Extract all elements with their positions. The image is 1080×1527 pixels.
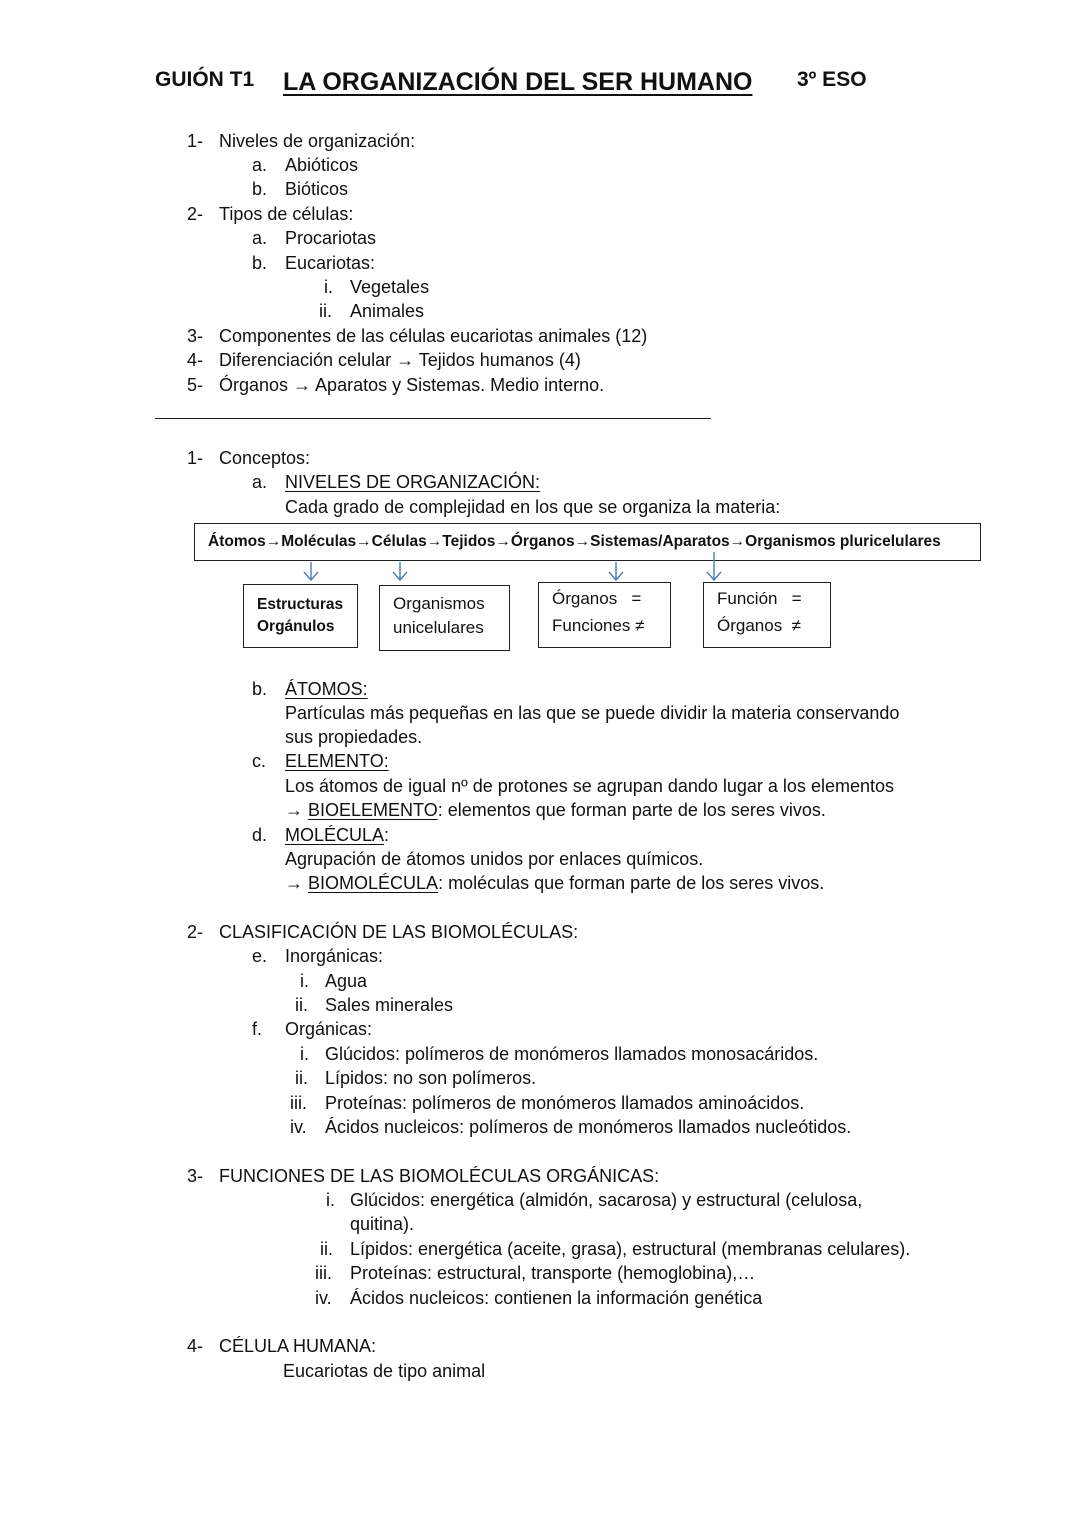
item-text — [285, 872, 824, 894]
item-letter: e. — [252, 946, 268, 966]
index-num: 4- — [187, 350, 204, 370]
item-heading: NIVELES DE ORGANIZACIÓN: — [285, 472, 541, 492]
item-roman: i. — [326, 1190, 335, 1210]
item-text: Sales minerales — [325, 995, 454, 1015]
index-num: b. — [252, 179, 268, 199]
diagram-box-function — [703, 582, 831, 648]
item-heading: ELEMENTO: — [285, 751, 389, 771]
index-item: Eucariotas: — [285, 253, 376, 273]
item-text: Agua — [325, 971, 368, 991]
item-heading: ÁTOMOS: — [285, 679, 368, 699]
index-num: i. — [324, 277, 333, 297]
index-num: 5- — [187, 375, 204, 395]
box-line: Función = — [717, 589, 802, 608]
item-text: Lípidos: no son polímeros. — [325, 1068, 537, 1088]
item-letter: c. — [252, 751, 267, 771]
item-text: Ácidos nucleicos: contienen la información genética — [350, 1288, 763, 1308]
item-text: Glúcidos: energética (almidón, sacarosa) y estructural (celulosa, — [350, 1190, 863, 1210]
index-item: Tipos de células: — [219, 204, 354, 224]
item-roman: i. — [300, 971, 309, 991]
term-definition: : moléculas que forman parte de los seres vivos. — [438, 873, 825, 893]
box-line: Órganos ≠ — [717, 616, 801, 635]
index-num: b. — [252, 253, 268, 273]
item-text: Partículas más pequeñas en las que se puede dividir la materia conservando — [285, 703, 900, 723]
index-num: ii. — [319, 301, 332, 321]
box-line: Orgánulos — [257, 618, 335, 635]
item-text: Proteínas: estructural, transporte (hemoglobina),… — [350, 1263, 756, 1283]
item-text: Orgánicas: — [285, 1019, 373, 1039]
doc-course: 3º ESO — [797, 68, 867, 91]
index-num: 2- — [187, 204, 204, 224]
item-letter: b. — [252, 679, 268, 699]
item-letter: a. — [252, 472, 268, 492]
item-text: Proteínas: polímeros de monómeros llamados aminoácidos. — [325, 1093, 805, 1113]
index-item: Abióticos — [285, 155, 359, 175]
down-arrow-icon — [707, 552, 721, 580]
item-text: Inorgánicas: — [285, 946, 384, 966]
item-text: sus propiedades. — [285, 727, 423, 747]
item-text — [285, 799, 826, 821]
arrow-icon: → — [285, 800, 303, 820]
diagram-box-structures — [243, 584, 358, 648]
box-line: Organismos — [393, 594, 485, 613]
section-title: FUNCIONES DE LAS BIOMOLÉCULAS ORGÁNICAS: — [219, 1166, 660, 1186]
item-heading-line — [285, 824, 389, 846]
term: BIOELEMENTO — [308, 800, 438, 820]
item-letter: d. — [252, 825, 268, 845]
box-line: Órganos = — [552, 589, 642, 608]
section-num: 4- — [187, 1336, 204, 1356]
item-roman: iv. — [315, 1288, 332, 1308]
item-text: Lípidos: energética (aceite, grasa), estructural (membranas celulares). — [350, 1239, 911, 1259]
item-text: Los átomos de igual nº de protones se agrupan dando lugar a los elementos — [285, 776, 894, 796]
diagram-box-unicellular — [379, 585, 510, 651]
item-roman: ii. — [320, 1239, 333, 1259]
index-num: 1- — [187, 131, 204, 151]
item-roman: ii. — [295, 1068, 308, 1088]
section-title: CÉLULA HUMANA: — [219, 1336, 377, 1356]
index-item: Animales — [350, 301, 425, 321]
item-heading: MOLÉCULA — [285, 825, 385, 845]
index-item: Componentes de las células eucariotas animales (12) — [219, 326, 648, 346]
section-num: 2- — [187, 922, 204, 942]
index-num: 3- — [187, 326, 204, 346]
index-item: Órganos → Aparatos y Sistemas. Medio interno. — [219, 375, 605, 395]
item-text: quitina). — [350, 1214, 415, 1234]
index-item: Niveles de organización: — [219, 131, 416, 151]
section-title: CLASIFICACIÓN DE LAS BIOMOLÉCULAS: — [219, 922, 579, 942]
item-text: Cada grado de complejidad en los que se organiza la materia: — [285, 497, 781, 517]
section-title: Conceptos: — [219, 448, 311, 468]
item-roman: ii. — [295, 995, 308, 1015]
index-num: a. — [252, 228, 268, 248]
diagram-box-organs — [538, 582, 671, 648]
arrow-icon: → — [285, 873, 303, 893]
index-item: Bióticos — [285, 179, 349, 199]
box-line: Funciones ≠ — [552, 616, 645, 635]
term-definition: : elementos que forman parte de los seres vivos. — [437, 800, 826, 820]
box-line: Estructuras — [257, 596, 344, 613]
box-line: unicelulares — [393, 618, 484, 637]
item-roman: iii. — [315, 1263, 332, 1283]
down-arrow-icon — [393, 562, 407, 580]
index-item: Diferenciación celular → Tejidos humanos (4) — [219, 350, 581, 370]
item-roman: iii. — [290, 1093, 307, 1113]
item-text: Glúcidos: polímeros de monómeros llamados monosacáridos. — [325, 1044, 819, 1064]
index-item: Vegetales — [350, 277, 430, 297]
term: BIOMOLÉCULA — [308, 873, 439, 893]
item-letter: f. — [252, 1019, 263, 1039]
section-num: 1- — [187, 448, 204, 468]
index-item: Procariotas — [285, 228, 377, 248]
item-text: Agrupación de átomos unidos por enlaces químicos. — [285, 849, 704, 869]
item-roman: i. — [300, 1044, 309, 1064]
index-num: a. — [252, 155, 268, 175]
section-num: 3- — [187, 1166, 204, 1186]
down-arrow-icon — [304, 562, 318, 580]
down-arrow-icon — [609, 562, 623, 580]
item-text: Eucariotas de tipo animal — [283, 1361, 486, 1381]
heading-colon: : — [384, 825, 390, 845]
doc-title: LA ORGANIZACIÓN DEL SER HUMANO — [283, 68, 753, 96]
item-text: Ácidos nucleicos: polímeros de monómeros llamados nucleótidos. — [325, 1117, 852, 1137]
organization-levels-chain: Átomos→Moléculas→Células→Tejidos→Órganos→Sistemas/Aparatos→Organismos pluricelulares — [194, 523, 981, 561]
doc-code: GUIÓN T1 — [155, 68, 255, 91]
item-roman: iv. — [290, 1117, 307, 1137]
